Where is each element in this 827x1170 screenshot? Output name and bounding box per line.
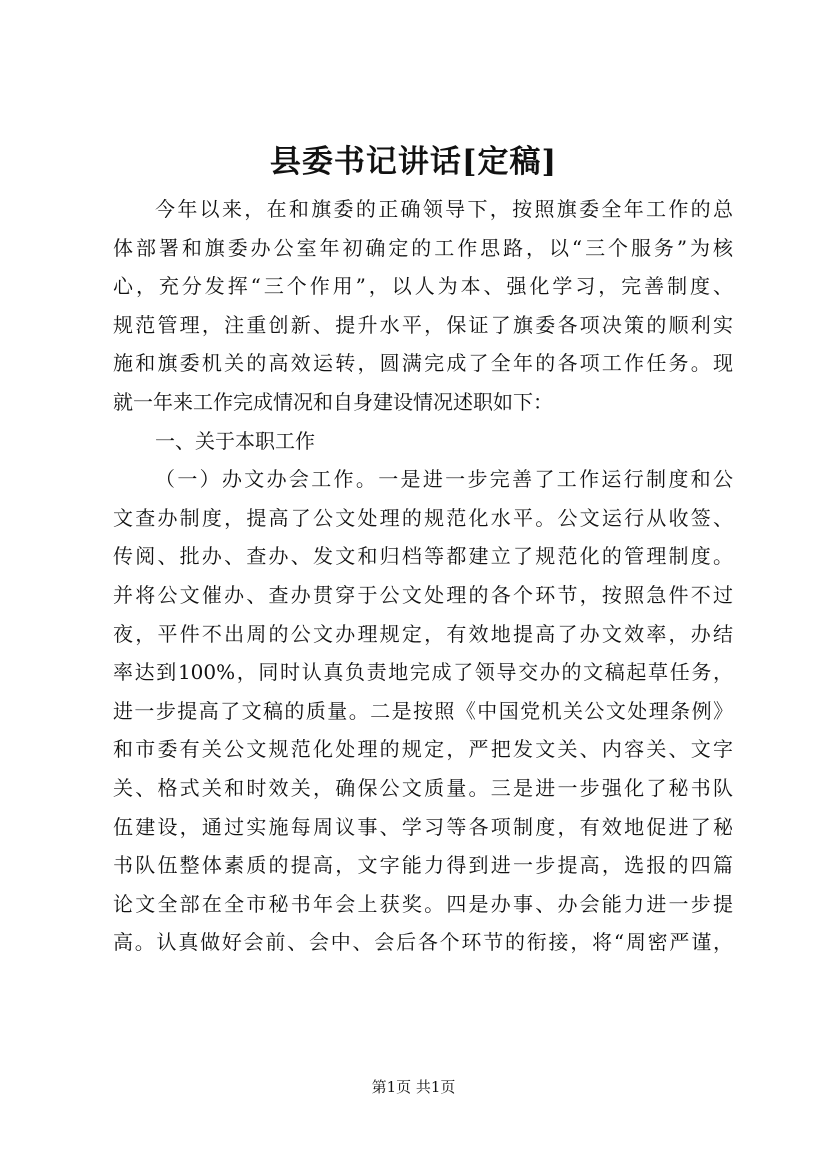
paragraph-line: 体部署和旗委办公室年初确定的工作思路，以“三个服务”为核 (113, 235, 733, 260)
page-number-footer: 第1页 共1页 (371, 1078, 456, 1096)
document-body (113, 190, 733, 962)
paragraph-line: （一）办文办会工作。一是进一步完善了工作运行制度和公 (155, 467, 733, 492)
paragraph-line: 并将公文催办、查办贯穿于公文处理的各个环节，按照急件不过 (113, 582, 733, 607)
paragraph-line: 夜，平件不出周的公文办理规定，有效地提高了办文效率，办结 (113, 621, 733, 646)
paragraph-line: 伍建设，通过实施每周议事、学习等各项制度，有效地促进了秘 (113, 814, 733, 839)
paragraph-line: 今年以来，在和旗委的正确领导下，按照旗委全年工作的总 (155, 197, 733, 221)
paragraph-line: 关、格式关和时效关，确保公文质量。三是进一步强化了秘书队 (113, 775, 733, 800)
paragraph-line: 心，充分发挥“三个作用”，以人为本、强化学习，完善制度、 (113, 274, 733, 299)
section-heading: 一、关于本职工作 (155, 428, 315, 453)
paragraph-line: 和市委有关公文规范化处理的规定，严把发文关、内容关、文字 (113, 737, 733, 762)
paragraph-line: 传阅、批办、查办、发文和归档等都建立了规范化的管理制度。 (113, 544, 733, 569)
paragraph-line: 施和旗委机关的高效运转，圆满完成了全年的各项工作任务。现 (113, 351, 733, 376)
paragraph-line: 规范管理，注重创新、提升水平，保证了旗委各项决策的顺利实 (113, 312, 733, 337)
paragraph-line: 书队伍整体素质的提高，文字能力得到进一步提高，选报的四篇 (113, 853, 733, 878)
paragraph-line: 进一步提高了文稿的质量。二是按照《中国党机关公文处理条例》 (113, 698, 733, 723)
paragraph-line: 文查办制度，提高了公文处理的规范化水平。公文运行从收签、 (113, 505, 733, 530)
paragraph-line: 论文全部在全市秘书年会上获奖。四是办事、办会能力进一步提 (113, 891, 733, 916)
document-title: 县委书记讲话[定稿] (269, 144, 558, 180)
paragraph-line: 就一年来工作完成情况和自身建设情况述职如下： (113, 389, 553, 414)
paragraph-line: 率达到100%，同时认真负责地完成了领导交办的文稿起草任务， (113, 660, 733, 685)
paragraph-line: 高。认真做好会前、会中、会后各个环节的衔接，将“周密严谨， (113, 930, 733, 955)
